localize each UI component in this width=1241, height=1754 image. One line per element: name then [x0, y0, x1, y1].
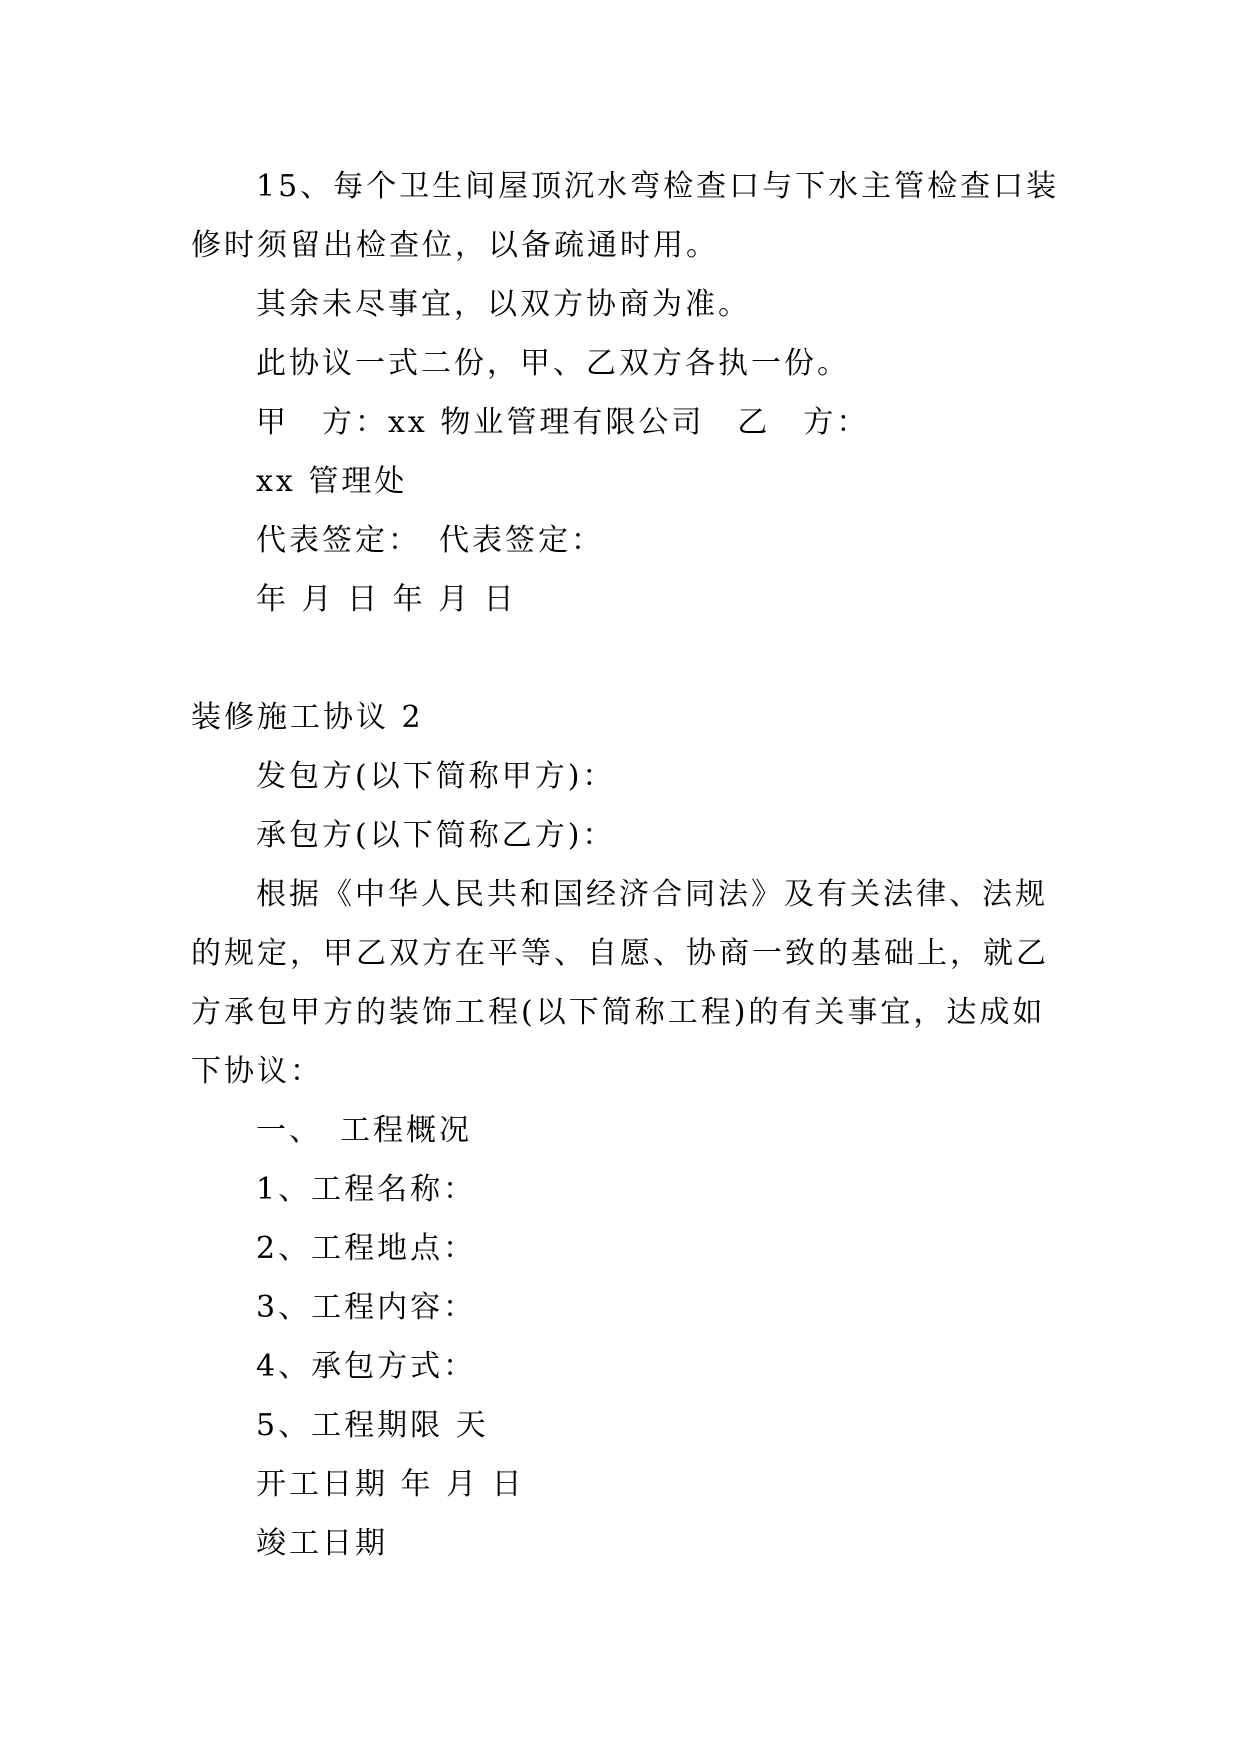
preamble-line-3: 方承包甲方的装饰工程(以下简称工程)的有关事宜，达成如	[191, 995, 1046, 1030]
start-date-line: 开工日期 年 月 日	[256, 1467, 525, 1502]
management-office: xx 管理处	[256, 464, 408, 499]
completion-date-line: 竣工日期	[256, 1526, 388, 1561]
section-heading-project-overview: 一、 工程概况	[256, 1113, 472, 1148]
remaining-matters: 其余未尽事宜，以双方协商为准。	[256, 287, 751, 322]
preamble-line-2: 的规定，甲乙双方在平等、自愿、协商一致的基础上，就乙	[191, 936, 1049, 971]
preamble-line-1: 根据《中华人民共和国经济合同法》及有关法律、法规	[256, 877, 1048, 912]
item-project-duration: 5、工程期限 天	[256, 1408, 489, 1443]
date-line: 年 月 日 年 月 日	[256, 582, 517, 617]
agreement-title: 装修施工协议 2	[191, 700, 424, 735]
document-body	[191, 157, 1091, 1573]
item-project-location: 2、工程地点：	[256, 1231, 477, 1266]
party-b-line: 承包方(以下简称乙方)：	[256, 818, 616, 853]
item-contract-method: 4、承包方式：	[256, 1349, 477, 1384]
parties-line: 甲 方：xx 物业管理有限公司 乙 方：	[256, 405, 870, 440]
party-a-line: 发包方(以下简称甲方)：	[256, 759, 616, 794]
item-project-content: 3、工程内容：	[256, 1290, 477, 1325]
copies-clause: 此协议一式二份，甲、乙双方各执一份。	[256, 346, 850, 381]
item-project-name: 1、工程名称：	[256, 1172, 477, 1207]
clause-15-line-2: 修时须留出检查位，以备疏通时用。	[191, 228, 719, 263]
signature-line: 代表签定： 代表签定：	[256, 523, 604, 558]
section-gap	[191, 629, 1091, 688]
preamble-line-4: 下协议：	[191, 1054, 323, 1089]
clause-15-line-1: 15、每个卫生间屋顶沉水弯检查口与下水主管检查口装	[256, 169, 1060, 204]
